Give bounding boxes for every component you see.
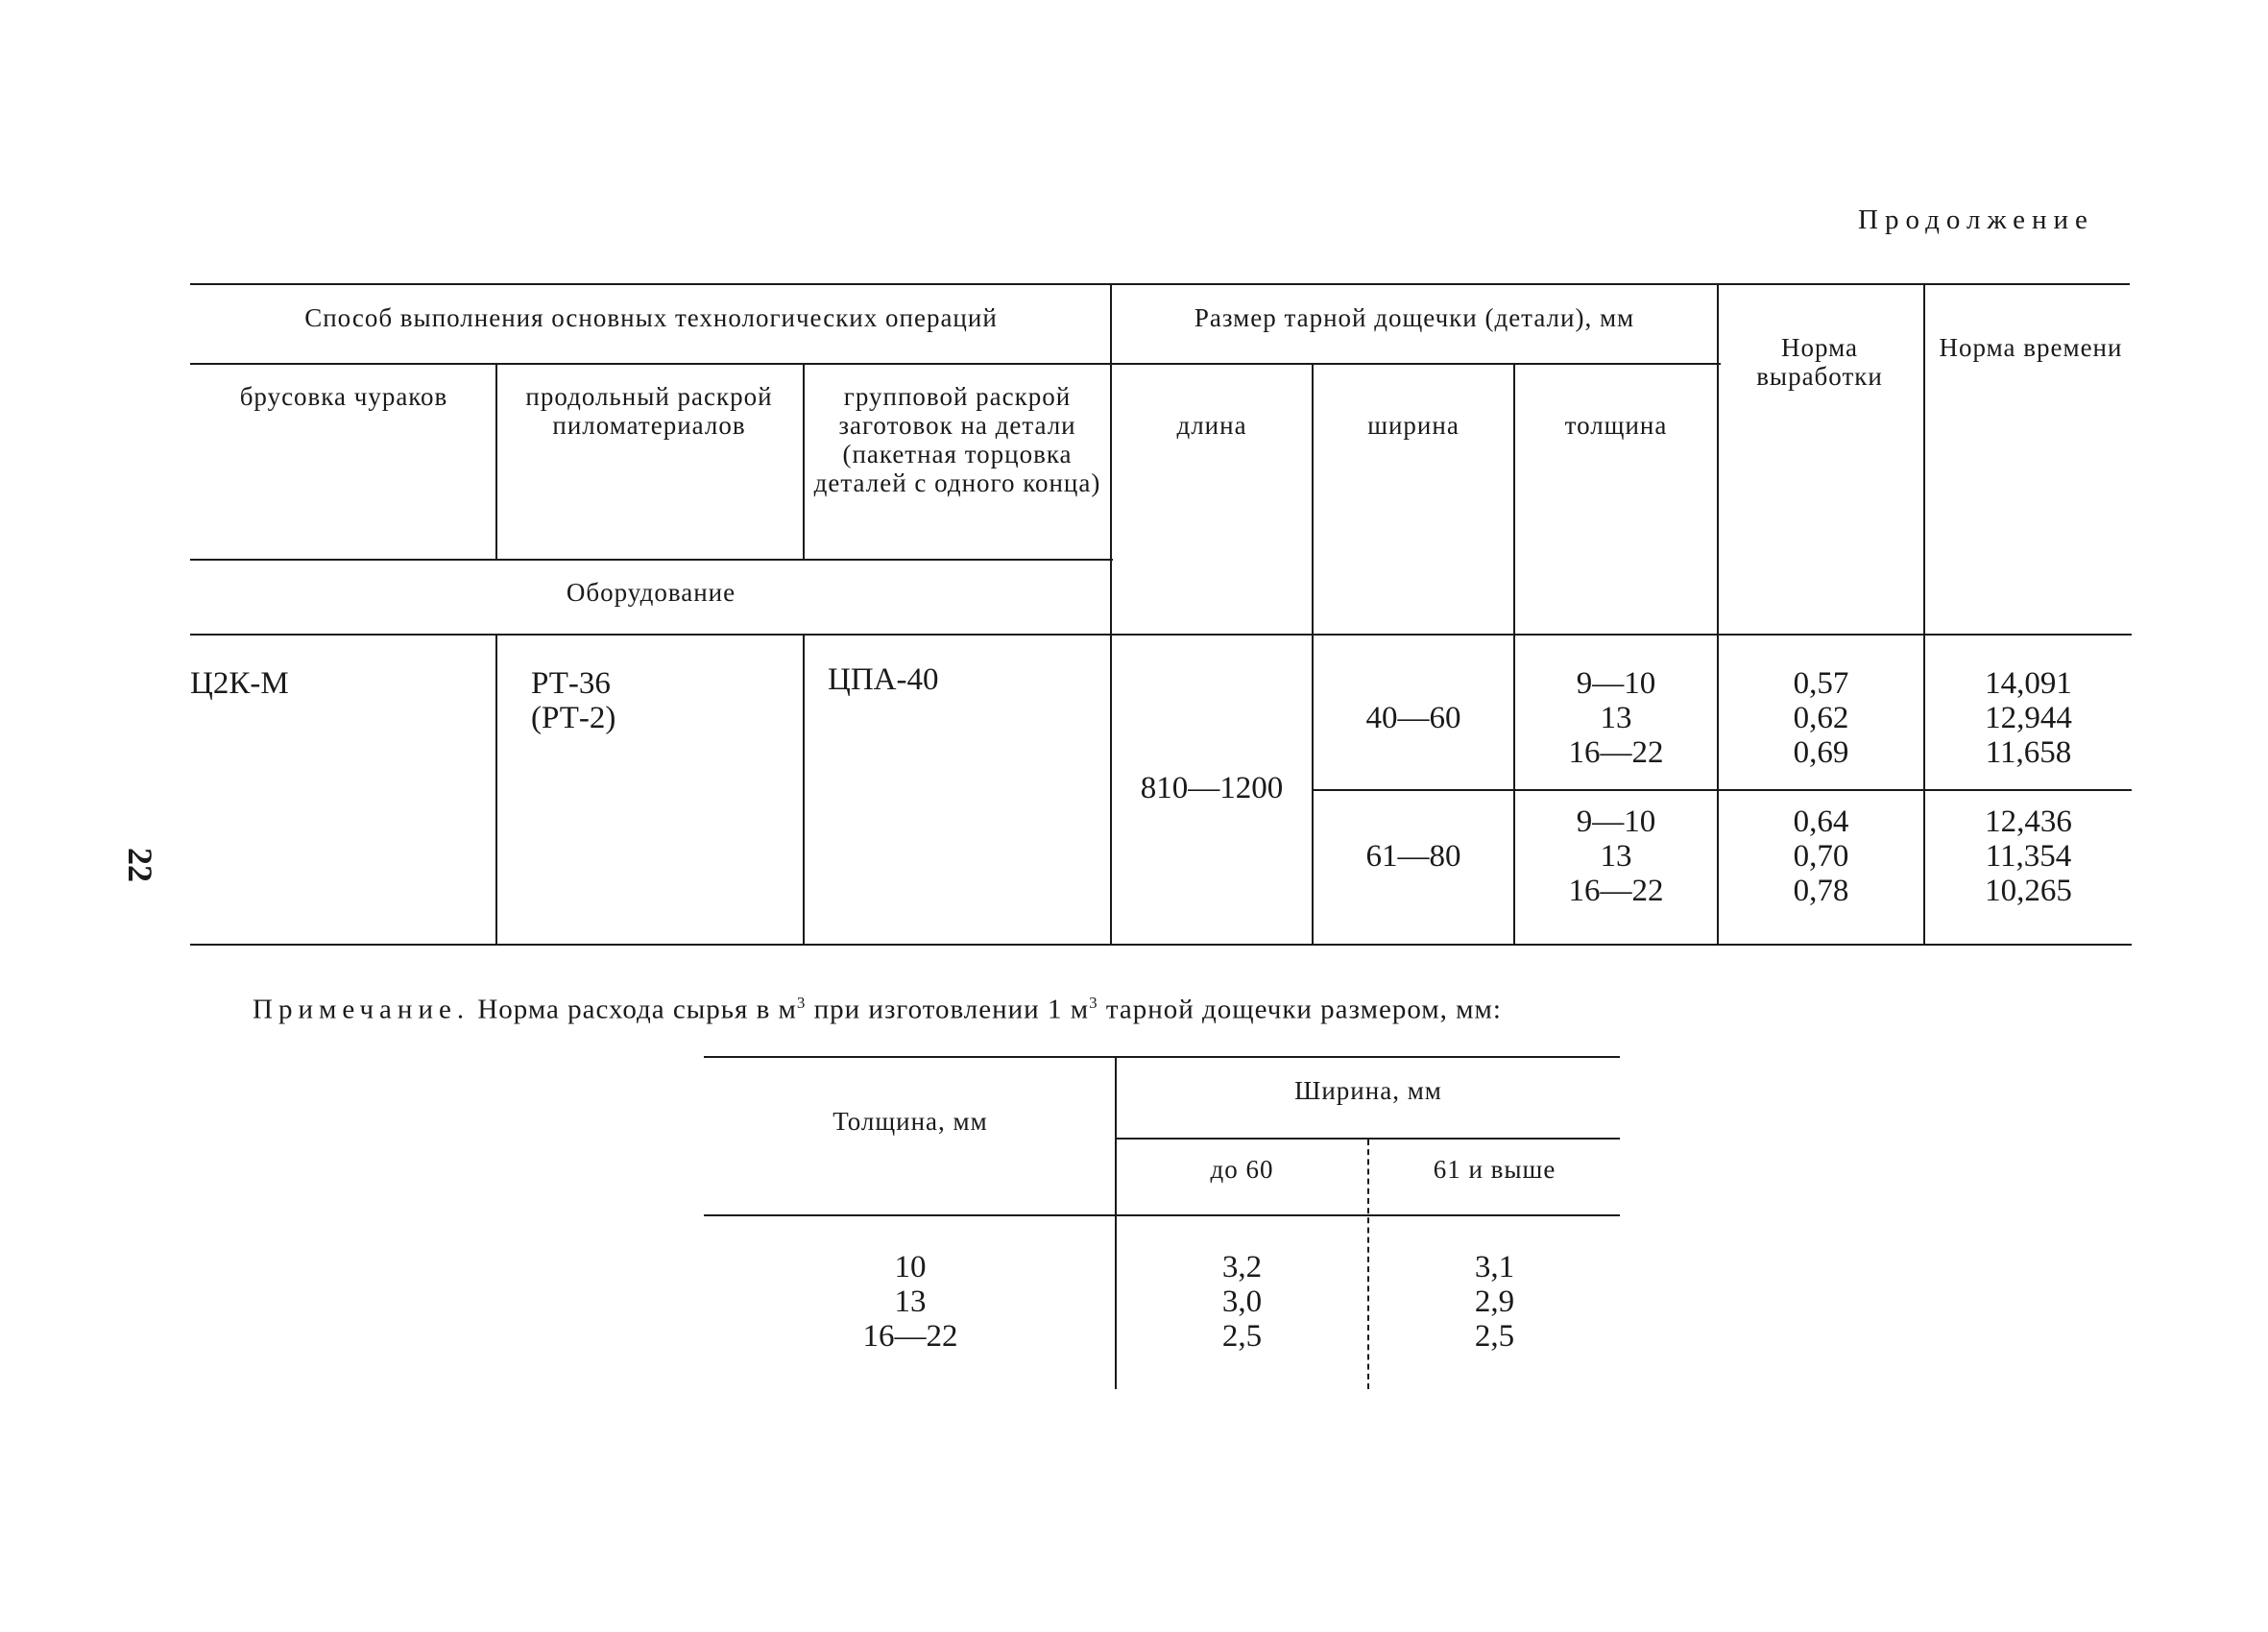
note-61-and-above-column	[1369, 1250, 1620, 1354]
thickness-list-group-2	[1515, 804, 1717, 908]
note-superscript-1: 3	[796, 994, 807, 1012]
length-value: 810—1200	[1140, 771, 1284, 805]
header-bar-sawing: брусовка чураков	[239, 382, 448, 411]
equipment-rip-sawing-line-2: (РТ-2)	[531, 701, 616, 735]
header-rule-2	[190, 559, 1113, 561]
thickness-list-group-1	[1515, 666, 1717, 770]
thickness-value: 9—10	[1576, 804, 1656, 839]
note-up-to-60-value: 3,0	[1221, 1284, 1263, 1319]
thickness-value: 9—10	[1576, 666, 1656, 701]
thickness-value: 13	[1600, 701, 1632, 735]
note-61-and-above-value: 2,9	[1474, 1284, 1515, 1319]
header-output-norm: Норма выработки	[1756, 333, 1883, 391]
time-norm-value: 12,436	[1985, 804, 2072, 839]
note-paragraph	[253, 994, 1502, 1026]
header-time-norm: Норма времени	[1939, 333, 2123, 362]
table-top-rule	[190, 283, 2130, 285]
note-thickness-column	[706, 1250, 1115, 1354]
equipment-rip-sawing	[531, 666, 615, 735]
note-thickness-value: 10	[894, 1250, 927, 1284]
note-header-thickness: Толщина, мм	[832, 1107, 988, 1136]
header-thickness: толщина	[1564, 411, 1668, 440]
note-61-and-above-value: 3,1	[1474, 1250, 1515, 1284]
output-norm-list-group-1	[1719, 666, 1923, 770]
header-bottom-rule	[190, 634, 2132, 636]
continuation-label: Продолжение	[1858, 204, 2094, 235]
time-norm-list-group-1	[1925, 666, 2132, 770]
note-table-top-rule	[704, 1056, 1620, 1058]
time-norm-value: 10,265	[1985, 874, 2072, 908]
header-group-cutting: групповой раскрой заготовок на детали (пакетная торцовка деталей с одного конца)	[813, 382, 1101, 497]
note-thickness-value: 16—22	[862, 1319, 958, 1354]
table-bottom-rule	[190, 944, 2132, 946]
output-norm-list-group-2	[1719, 804, 1923, 908]
note-label: Примечание.	[253, 994, 470, 1025]
note-61-and-above-value: 2,5	[1474, 1319, 1515, 1354]
output-norm-value: 0,78	[1793, 874, 1849, 908]
header-size-group: Размер тарной дощечки (детали), мм	[1194, 303, 1635, 332]
note-up-to-60-column	[1117, 1250, 1367, 1354]
col-divider-3	[1110, 283, 1112, 944]
note-header-width: Ширина, мм	[1294, 1076, 1442, 1105]
header-rip-sawing: продольный раскрой пиломатериалов	[525, 382, 773, 440]
col-divider-1b	[495, 634, 497, 944]
time-norm-value: 12,944	[1985, 701, 2072, 735]
col-divider-1	[495, 363, 497, 561]
output-norm-value: 0,57	[1793, 666, 1849, 701]
output-norm-value: 0,70	[1793, 839, 1849, 874]
width-value-group-1: 40—60	[1365, 701, 1461, 735]
output-norm-value: 0,64	[1793, 804, 1849, 839]
time-norm-list-group-2	[1925, 804, 2132, 908]
equipment-bar-sawing: Ц2К-М	[190, 666, 289, 701]
header-rule-1	[190, 363, 1721, 365]
thickness-value: 13	[1600, 839, 1632, 874]
header-methods-group: Способ выполнения основных технологических операций	[304, 303, 998, 332]
width-value-group-2: 61—80	[1365, 839, 1461, 874]
note-header-61-and-above: 61 и выше	[1433, 1155, 1556, 1184]
thickness-value: 16—22	[1568, 874, 1664, 908]
col-divider-2b	[803, 634, 805, 944]
time-norm-value: 11,658	[1985, 735, 2072, 770]
header-equipment: Оборудование	[566, 578, 736, 607]
page-number: 22	[121, 848, 159, 882]
time-norm-value: 11,354	[1985, 839, 2072, 874]
note-table-header-bottom-rule	[704, 1214, 1620, 1216]
note-text-1: Норма расхода сырья в м	[470, 994, 797, 1025]
note-up-to-60-value: 2,5	[1221, 1319, 1263, 1354]
note-thickness-value: 13	[894, 1284, 927, 1319]
width-group-divider	[1314, 789, 2132, 791]
header-width: ширина	[1367, 411, 1460, 440]
equipment-group-cutting: ЦПА-40	[828, 662, 939, 697]
output-norm-value: 0,62	[1793, 701, 1849, 735]
note-text-3: тарной дощечки размером, мм:	[1098, 994, 1502, 1025]
equipment-rip-sawing-line-1: РТ-36	[531, 666, 611, 701]
note-header-up-to-60: до 60	[1210, 1155, 1274, 1184]
note-superscript-2: 3	[1089, 994, 1098, 1012]
output-norm-value: 0,69	[1793, 735, 1849, 770]
time-norm-value: 14,091	[1985, 666, 2072, 701]
note-text-2: при изготовлении 1 м	[806, 994, 1090, 1025]
header-length: длина	[1176, 411, 1247, 440]
note-up-to-60-value: 3,2	[1221, 1250, 1263, 1284]
thickness-value: 16—22	[1568, 735, 1664, 770]
